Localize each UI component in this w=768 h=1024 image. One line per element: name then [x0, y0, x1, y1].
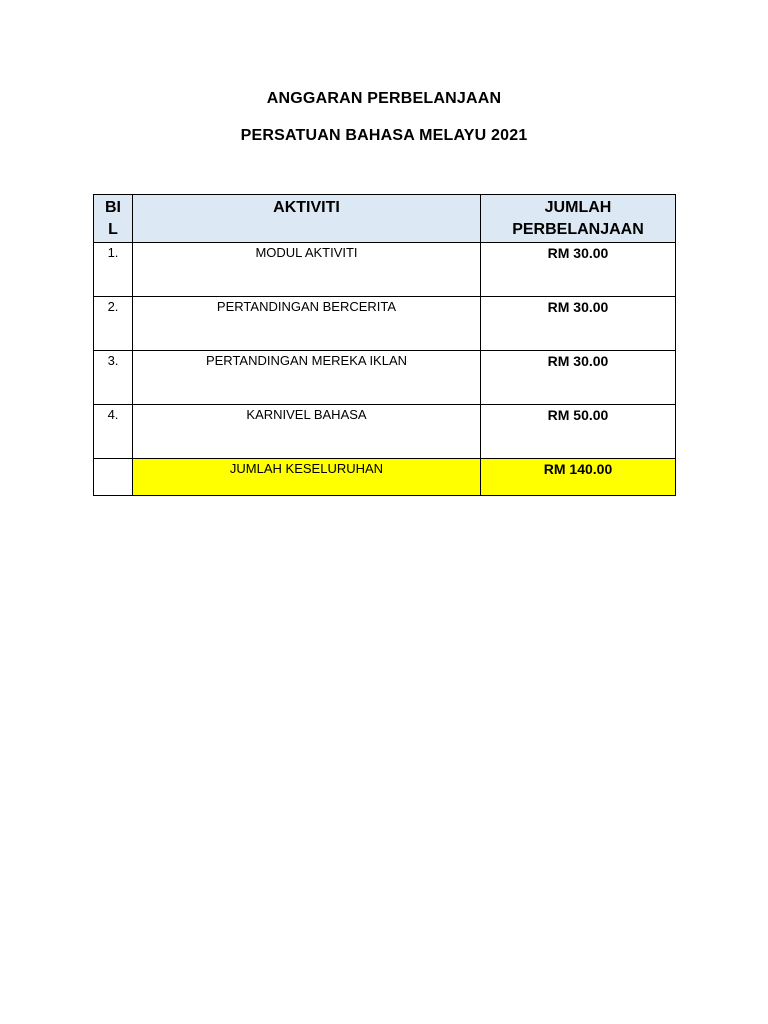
header-bil-line1: BI: [105, 199, 121, 216]
row-jumlah: RM 30.00: [481, 243, 676, 297]
table-header-row: [94, 195, 676, 243]
row-jumlah: RM 30.00: [481, 351, 676, 405]
row-aktiviti: KARNIVEL BAHASA: [133, 405, 481, 459]
total-amount: RM 140.00: [481, 459, 676, 496]
total-label: JUMLAH KESELURUHAN: [133, 459, 481, 496]
header-bil-line2: L: [108, 221, 118, 238]
row-bil: 1.: [94, 243, 133, 297]
row-aktiviti: MODUL AKTIVITI: [133, 243, 481, 297]
table-row: [94, 405, 676, 459]
row-jumlah: RM 50.00: [481, 405, 676, 459]
table-row: [94, 297, 676, 351]
row-aktiviti: PERTANDINGAN BERCERITA: [133, 297, 481, 351]
row-bil: 2.: [94, 297, 133, 351]
row-bil: 3.: [94, 351, 133, 405]
document-title: ANGGARAN PERBELANJAAN: [266, 90, 502, 107]
header-jumlah-line1: JUMLAH: [544, 199, 612, 216]
row-jumlah: RM 30.00: [481, 297, 676, 351]
budget-table: [93, 194, 676, 496]
total-row: [94, 459, 676, 496]
document-subtitle: PERSATUAN BAHASA MELAYU 2021: [240, 127, 528, 144]
header-aktiviti: AKTIVITI: [133, 195, 481, 243]
total-bil-empty: [94, 459, 133, 496]
row-bil: 4.: [94, 405, 133, 459]
table-row: [94, 243, 676, 297]
header-jumlah-line2: PERBELANJAAN: [512, 221, 644, 238]
row-aktiviti: PERTANDINGAN MEREKA IKLAN: [133, 351, 481, 405]
header-bil: [94, 195, 133, 243]
table-row: [94, 351, 676, 405]
header-jumlah: [481, 195, 676, 243]
